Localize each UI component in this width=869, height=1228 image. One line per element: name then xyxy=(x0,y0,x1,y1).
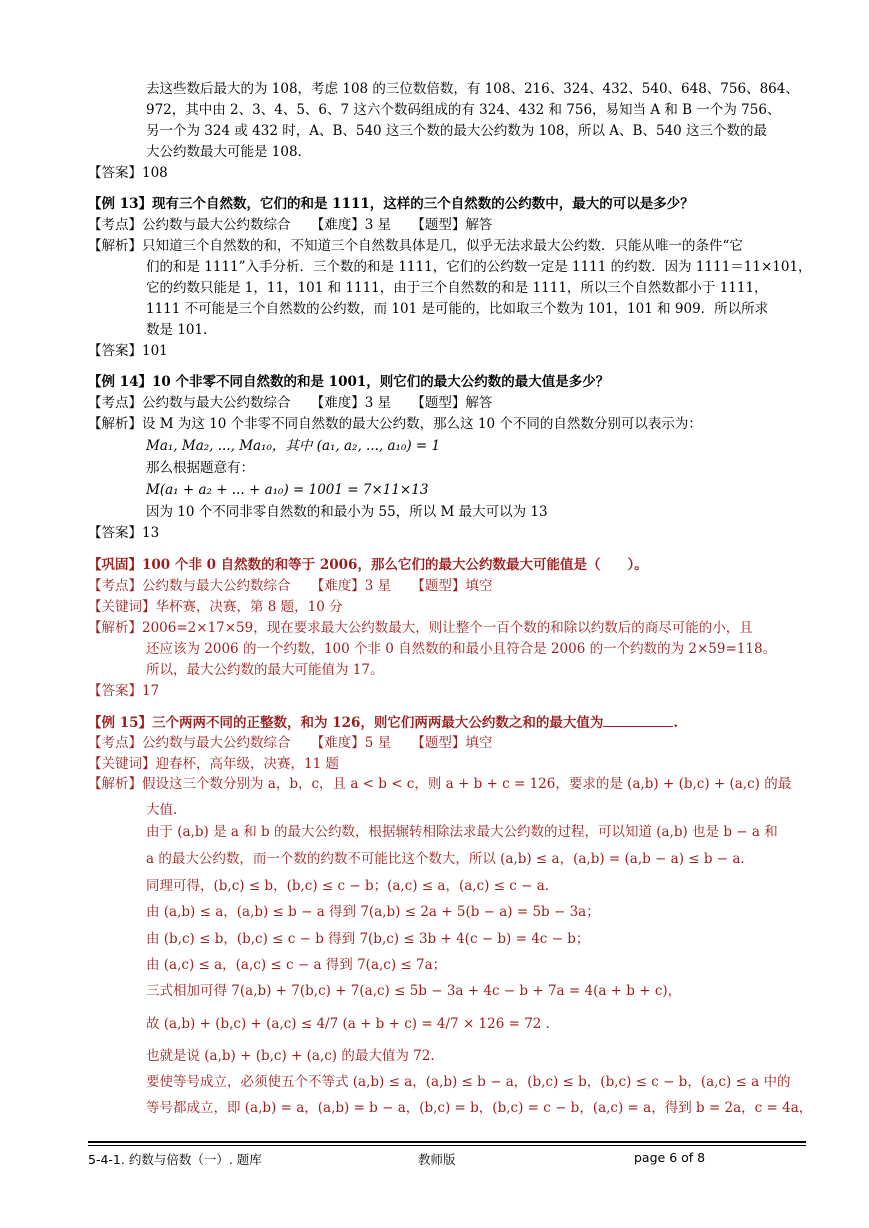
ex15-analysis-1: 【解析】假设这三个数分别为 a，b，c，且 a < b < c，则 a + b + c = 126，要求的是 (a,b) + (b,c) + (a,c) 的最 xyxy=(88,776,792,792)
ex15-analysis-11: 也就是说 (a,b) + (b,c) + (a,c) 的最大值为 72. xyxy=(146,1048,435,1064)
ex15-analysis-12: 要使等号成立，必须使五个不等式 (a,b) ≤ a，(a,b) ≤ b − a，(b,c) ≤ b，(b,c) ≤ c − b，(a,c) ≤ a 中的 xyxy=(146,1074,791,1090)
ex15-analysis-4: a 的最大公约数，而一个数的约数不可能比这个数大，所以 (a,b) ≤ a，(a,b) = (a,b − a) ≤ b − a． xyxy=(146,851,754,867)
ex14-analysis-3: 那么根据题意有： xyxy=(146,460,254,476)
ex13-meta: 【考点】公约数与最大公约数综合 【难度】3 星 【题型】解答 xyxy=(88,217,493,233)
ex13-analysis-4: 1111 不可能是三个自然数的公约数，而 101 是可能的，比如取三个数为 101，101 和 909．所以所求 xyxy=(146,301,769,317)
ex13-question: 【例 13】现有三个自然数，它们的和是 1111，这样的三个自然数的公约数中，最大的可以是多少？ xyxy=(88,196,694,212)
ex15-analysis-7: 由 (b,c) ≤ b，(b,c) ≤ c − b 得到 7(b,c) ≤ 3b + 4(c − b) = 4c − b； xyxy=(146,931,590,947)
ex15-analysis-8: 由 (a,c) ≤ a，(a,c) ≤ c − a 得到 7(a,c) ≤ 7a； xyxy=(146,957,447,973)
gonggu-analysis-3: 所以，最大公约数的最大可能值为 17。 xyxy=(146,662,384,678)
ex14-meta: 【考点】公约数与最大公约数综合 【难度】3 星 【题型】解答 xyxy=(88,395,493,411)
ex15-analysis-9: 三式相加可得 7(a,b) + 7(b,c) + 7(a,c) ≤ 5b − 3a + 4c − b + 7a = 4(a + b + c)， xyxy=(146,983,682,999)
continuation-line-1: 去这些数后最大的为 108，考虑 108 的三位数倍数，有 108、216、324、432、540、648、756、864、 xyxy=(146,81,799,97)
ex15-analysis-3: 由于 (a,b) 是 a 和 b 的最大公约数，根据辗转相除法求最大公约数的过程，可以知道 (a,b) 也是 b − a 和 xyxy=(146,824,778,840)
ex15-question-text: 【例 15】三个两两不同的正整数，和为 126，则它们两两最大公约数之和的最大值为 xyxy=(88,715,604,731)
gonggu-meta: 【考点】公约数与最大公约数综合 【难度】3 星 【题型】填空 xyxy=(88,578,493,594)
gonggu-answer: 【答案】17 xyxy=(88,683,160,699)
ex13-answer: 【答案】101 xyxy=(88,343,168,359)
ex15-question xyxy=(88,712,678,733)
continuation-line-2: 972，其中由 2、3、4、5、6、7 这六个数码组成的有 324、432 和 756，易知当 A 和 B 一个为 756、 xyxy=(146,102,781,118)
footer-rule-thin xyxy=(88,1145,806,1146)
ex15-analysis-10: 故 (a,b) + (b,c) + (a,c) ≤ 4/7 (a + b + c) = 4/7 × 126 = 72 . xyxy=(146,1016,550,1032)
footer-page-number: page 6 of 8 xyxy=(634,1150,706,1165)
ex15-analysis-6: 由 (a,b) ≤ a，(a,b) ≤ b − a 得到 7(a,b) ≤ 2a + 5(b − a) = 5b − 3a； xyxy=(146,904,600,920)
ex15-analysis-13: 等号都成立，即 (a,b) = a，(a,b) = b − a，(b,c) = b，(b,c) = c − b，(a,c) = a，得到 b = 2a，c = 4a， xyxy=(146,1100,813,1116)
footer-rule-thick xyxy=(88,1141,806,1143)
ex15-keywords: 【关键词】迎春杯，高年级，决赛，11 题 xyxy=(88,756,339,772)
ex15-analysis-2: 大值. xyxy=(146,802,178,818)
ex13-analysis-2: 们的和是 1111”入手分析．三个数的和是 1111，它们的公约数一定是 1111 的约数．因为 1111＝11×101， xyxy=(146,259,812,275)
ex13-analysis-1: 【解析】只知道三个自然数的和，不知道三个自然数具体是几，似乎无法求最大公约数．只能从唯一的条件“它 xyxy=(88,238,743,254)
ex14-analysis-5: 因为 10 个不同非零自然数的和最小为 55，所以 M 最大可以为 13 xyxy=(146,504,548,520)
ex15-meta: 【考点】公约数与最大公约数综合 【难度】5 星 【题型】填空 xyxy=(88,735,493,751)
ex14-question: 【例 14】10 个非零不同自然数的和是 1001，则它们的最大公约数的最大值是多少？ xyxy=(88,374,610,390)
answer-blank xyxy=(603,712,673,727)
gonggu-analysis-1: 【解析】2006=2×17×59，现在要求最大公约数最大，则让整个一百个数的和除以约数后的商尽可能的小，且 xyxy=(88,620,753,636)
gonggu-keywords: 【关键词】华杯赛，决赛，第 8 题，10 分 xyxy=(88,599,343,615)
footer-center: 教师版 xyxy=(418,1152,456,1167)
ex13-analysis-5: 数是 101. xyxy=(146,322,208,338)
continuation-answer: 【答案】108 xyxy=(88,165,168,181)
continuation-line-4: 大公约数最大可能是 108. xyxy=(146,144,302,160)
gonggu-question: 【巩固】100 个非 0 自然数的和等于 2006，那么它们的最大公约数最大可能值是（ ）。 xyxy=(88,557,648,573)
ex15-question-end: . xyxy=(673,715,679,731)
ex14-answer: 【答案】13 xyxy=(88,525,160,541)
ex14-analysis-1: 【解析】设 M 为这 10 个非零不同自然数的最大公约数，那么这 10 个不同的自然数分别可以表示为： xyxy=(88,416,702,432)
ex13-analysis-3: 它的约数只能是 1，11，101 和 1111，由于三个自然数的和是 1111，所以三个自然数都小于 1111， xyxy=(146,280,768,296)
gonggu-analysis-2: 还应该为 2006 的一个约数，100 个非 0 自然数的和最小且符合是 2006 的一个约数的为 2×59=118。 xyxy=(146,641,777,657)
ex15-analysis-5: 同理可得，(b,c) ≤ b，(b,c) ≤ c − b；(a,c) ≤ a，(a,c) ≤ c − a． xyxy=(146,878,559,894)
continuation-line-3: 另一个为 324 或 432 时，A、B、540 这三个数的最大公约数为 108，所以 A、B、540 这三个数的最 xyxy=(146,123,768,139)
ex14-analysis-4: M(a₁ + a₂ + ... + a₁₀) = 1001 = 7×11×13 xyxy=(146,482,429,498)
footer-left: 5-4-1. 约数与倍数（一）. 题库 xyxy=(88,1152,262,1167)
ex14-analysis-2: Ma₁, Ma₂, ..., Ma₁₀，其中 (a₁, a₂, ..., a₁₀) = 1 xyxy=(146,438,441,454)
